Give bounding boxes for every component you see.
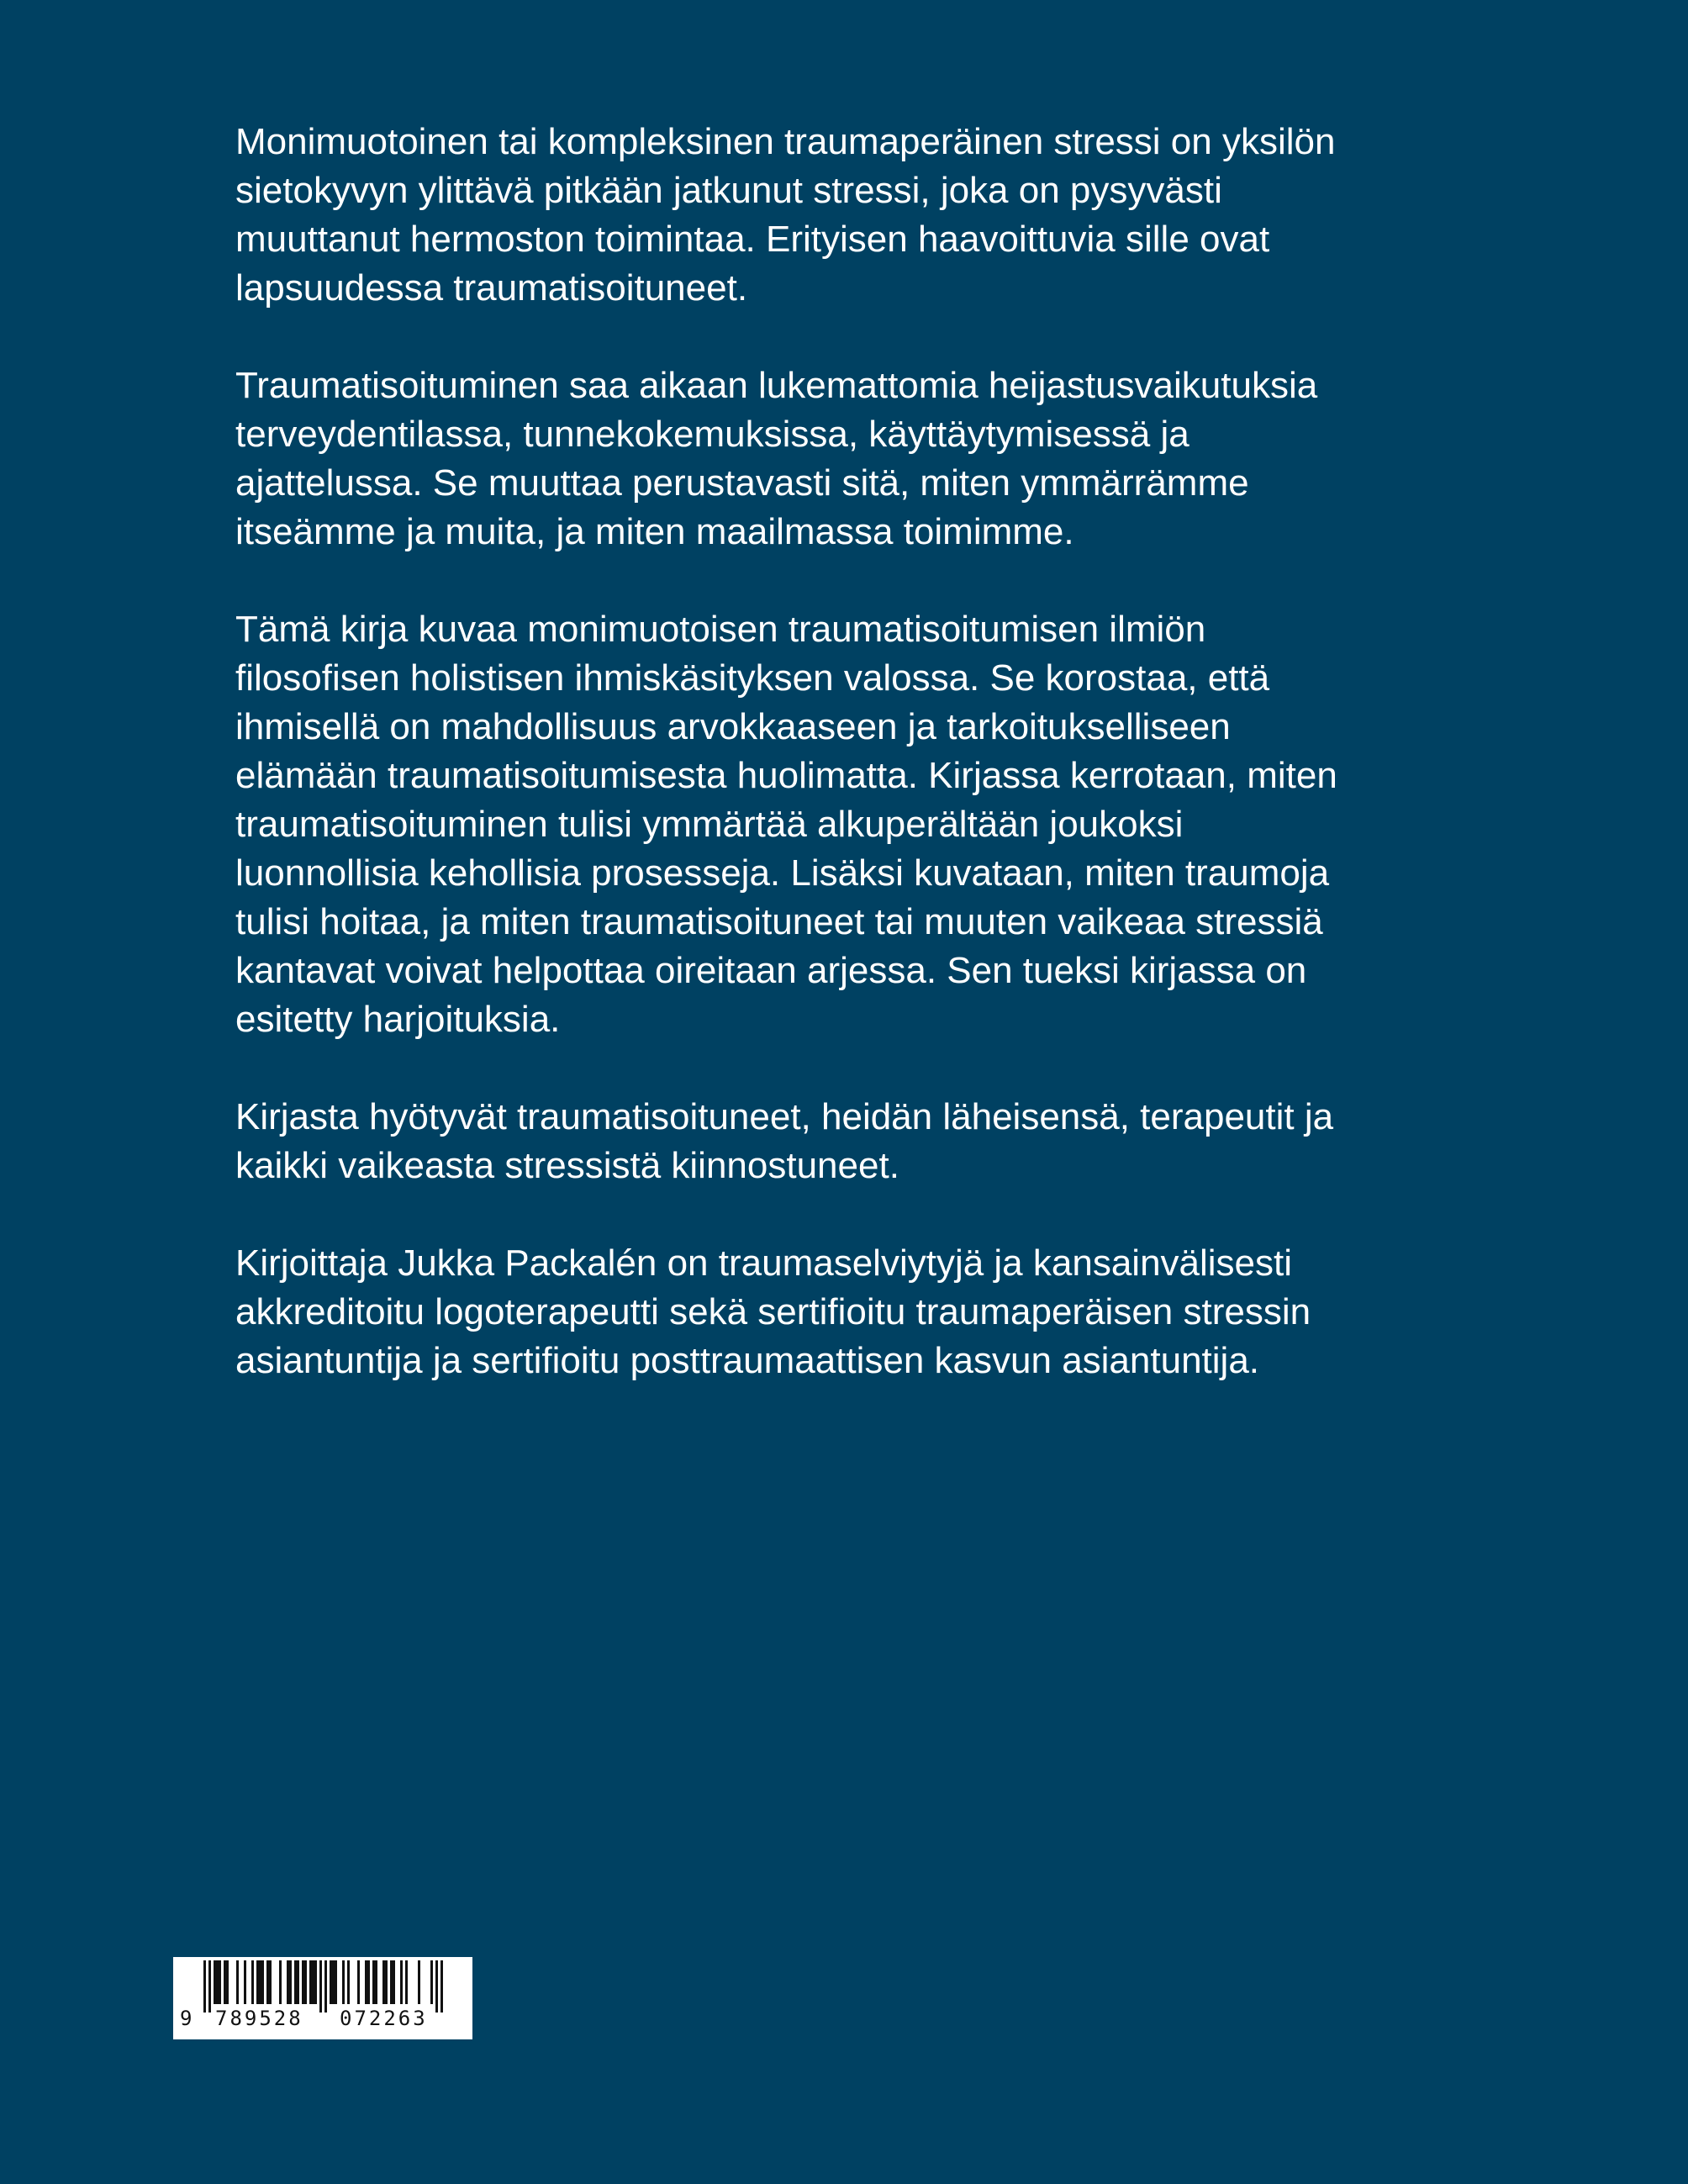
barcode-bar (382, 1960, 385, 2004)
barcode-bar (214, 1960, 216, 2004)
barcode-bar (269, 1960, 272, 2004)
barcode-bar (400, 1960, 403, 2004)
barcode-bar (324, 1960, 327, 2013)
barcode-bar (302, 1960, 304, 2004)
text-line: Tämä kirja kuvaa monimuotoisen traumatisoitumisen ilmiön (235, 609, 1206, 650)
barcode-bar (279, 1960, 282, 2004)
text-line: ihmisellä on mahdollisuus arvokkaaseen ja tarkoitukselliseen (235, 706, 1231, 747)
text-line: Kirjasta hyötyvät traumatisoituneet, heidän läheisensä, terapeutit ja (235, 1096, 1334, 1137)
text-line: kaikki vaikeasta stressistä kiinnostuneet. (235, 1145, 899, 1186)
barcode-bar (304, 1960, 307, 2004)
blurb-paragraph-2 (235, 361, 1463, 557)
text-line: lapsuudessa traumatisoituneet. (235, 267, 748, 309)
barcode-bar (405, 1960, 408, 2004)
barcode-bar (330, 1960, 332, 2004)
isbn-barcode (173, 1957, 472, 2039)
barcode-right-digits: 072263 (340, 2007, 428, 2030)
text-line: terveydentilassa, tunnekokemuksissa, käyttäytymisessä ja (235, 414, 1190, 455)
text-line: luonnollisia kehollisia prosesseja. Lisäksi kuvataan, miten traumoja (235, 852, 1330, 894)
barcode-bar (367, 1960, 370, 2004)
text-line: sietokyvyn ylittävä pitkään jatkunut stressi, joka on pysyvästi (235, 170, 1222, 211)
text-line: muuttanut hermoston toimintaa. Erityisen haavoittuvia sille ovat (235, 219, 1270, 260)
barcode-bar (309, 1960, 312, 2004)
barcode-bar (261, 1960, 264, 2004)
barcode-bar (251, 1960, 254, 2004)
barcode-bar (319, 1960, 322, 2013)
barcode-bar (385, 1960, 388, 2004)
barcode-bar (287, 1960, 289, 2004)
barcode-bar (365, 1960, 367, 2004)
barcode-bar (314, 1960, 317, 2004)
text-line: akkreditoitu logoterapeutti sekä sertifioitu traumaperäisen stressin (235, 1291, 1311, 1332)
barcode-bar (357, 1960, 360, 2004)
barcode-bar (216, 1960, 219, 2004)
barcode-bar (312, 1960, 314, 2004)
barcode-bar (347, 1960, 350, 2004)
barcode-bar (440, 1960, 443, 2013)
barcode-bar (430, 1960, 433, 2004)
text-line: kantavat voivat helpottaa oireitaan arjessa. Sen tueksi kirjassa on (235, 950, 1307, 991)
barcode-bar (294, 1960, 297, 2004)
barcode-bar (226, 1960, 229, 2004)
barcode-bar (256, 1960, 259, 2004)
author-bio (235, 1239, 1463, 1385)
barcode-bar (372, 1960, 375, 2004)
barcode-bar (208, 1960, 211, 2013)
text-line: Kirjoittaja Jukka Packalén on traumaselviytyjä ja kansainvälisesti (235, 1242, 1293, 1284)
text-line: tulisi hoitaa, ja miten traumatisoituneet tai muuten vaikeaa stressiä (235, 901, 1323, 942)
text-line: Traumatisoituminen saa aikaan lukemattomia heijastusvaikutuksia (235, 365, 1318, 406)
text-line: filosofisen holistisen ihmiskäsityksen valossa. Se korostaa, että (235, 657, 1270, 699)
barcode-bar (390, 1960, 393, 2004)
text-line: asiantuntija ja sertifioitu posttraumaattisen kasvun asiantuntija. (235, 1340, 1260, 1381)
text-line: Monimuotoinen tai kompleksinen traumaperäinen stressi on yksilön (235, 121, 1336, 162)
barcode-bar (393, 1960, 395, 2004)
barcode-bar (203, 1960, 206, 2013)
barcode-bar (259, 1960, 261, 2004)
barcode-lead-digit: 9 (180, 2007, 195, 2030)
blurb-paragraph-1 (235, 118, 1463, 313)
barcode-bar (375, 1960, 377, 2004)
blurb-text (235, 118, 1463, 1434)
text-line: esitetty harjoituksia. (235, 999, 561, 1040)
text-line: ajattelussa. Se muuttaa perustavasti sitä, miten ymmärrämme (235, 462, 1249, 504)
text-line: itseämme ja muita, ja miten maailmassa toimimme. (235, 511, 1074, 552)
barcode-bar (224, 1960, 226, 2004)
text-line: traumatisoituminen tulisi ymmärtää alkuperältään joukoksi (235, 804, 1184, 845)
barcode-bar (418, 1960, 420, 2004)
barcode-bar (335, 1960, 337, 2004)
barcode-bar (219, 1960, 221, 2004)
barcode-bar (289, 1960, 292, 2004)
blurb-paragraph-3 (235, 605, 1463, 1044)
barcode-bar (244, 1960, 246, 2004)
barcode-bar (342, 1960, 345, 2004)
barcode-bar (266, 1960, 269, 2004)
barcode-bar (332, 1960, 335, 2004)
barcode-bar (435, 1960, 438, 2013)
text-line: elämään traumatisoitumisesta huolimatta. Kirjassa kerrotaan, miten (235, 755, 1337, 796)
blurb-paragraph-4 (235, 1093, 1463, 1190)
barcode-bar (236, 1960, 239, 2004)
barcode-bar (297, 1960, 299, 2004)
barcode-left-digits: 789528 (215, 2007, 303, 2030)
